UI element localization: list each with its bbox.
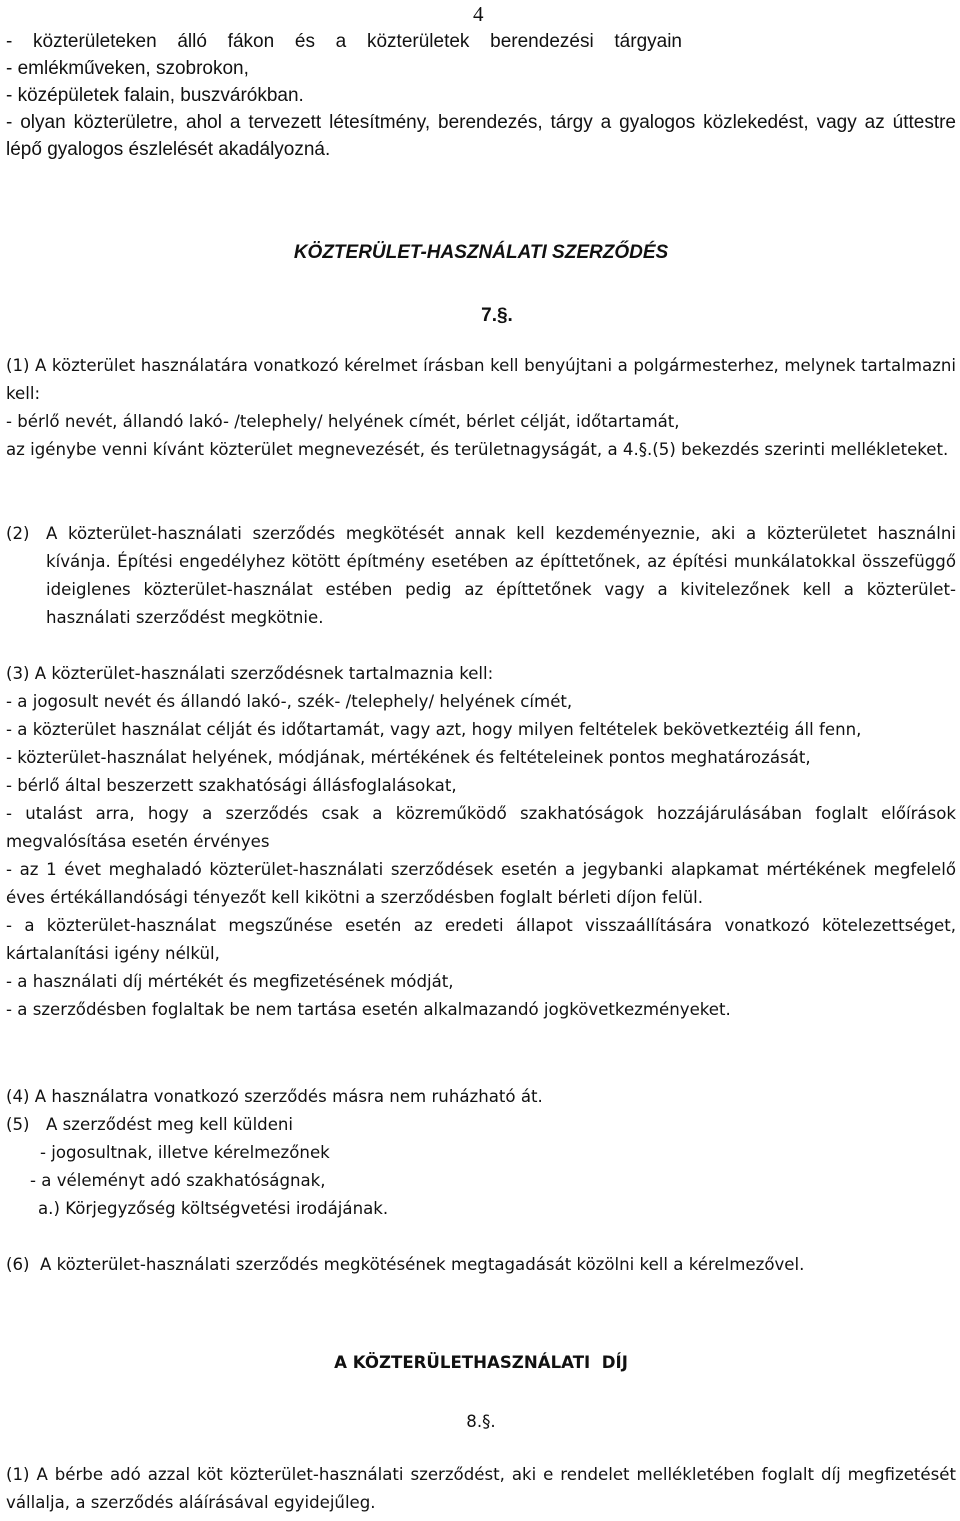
page-number: 4 bbox=[473, 2, 484, 26]
list-item: - jogosultnak, illetve kérelmezőnek bbox=[40, 1143, 330, 1162]
section-7-title: KÖZTERÜLET-HASZNÁLATI SZERZŐDÉS bbox=[293, 242, 669, 263]
list-item: - bérlő nevét, állandó lakó- /telephely/ helyének címét, bérlet célját, időtartamát, bbox=[6, 412, 680, 431]
paragraph-label: (5) bbox=[6, 1115, 30, 1134]
list-item: - bérlő által beszerzett szakhatósági állásfoglalásokat, bbox=[6, 776, 457, 795]
intro-list bbox=[6, 28, 956, 163]
paragraph-label: (2) bbox=[6, 524, 30, 543]
paragraph-text: (1) A közterület használatára vonatkozó kérelmet írásban kell benyújtani a polgármesterhez, melynek tartalmazni kell: bbox=[6, 356, 956, 403]
section-7-paragraph-1 bbox=[6, 352, 956, 464]
paragraph-text: A közterület-használati szerződés megkötését annak kell kezdeményeznie, aki a közterületet használni kívánja. Építési engedélyhez kötött építmény esetében az építtetőnek, az építési munkálatokkal összefüggő ideiglenes közterület-használat estében pedig az építtetőnek vagy a kivitelezőnek kell a közterület-használati szerződést megkötnie. bbox=[46, 524, 956, 627]
section-8-paragraph-1: (1) A bérbe adó azzal köt közterület-használati szerződést, aki e rendelet mellékletében foglalt díj megfizetését vállalja, a szerződés aláírásával egyidejűleg. bbox=[6, 1465, 956, 1512]
list-item: - az 1 évet meghaladó közterület-használati szerződések esetén a jegybanki alapkamat mértékének megfelelő éves értékállandósági tényezőt kell kikötni a szerződésben foglalt bérleti díjon felül. bbox=[6, 860, 956, 907]
section-7-paragraph-2 bbox=[6, 520, 956, 632]
paragraph-label: (6) bbox=[6, 1255, 30, 1274]
intro-list-item: - olyan közterületre, ahol a tervezett létesítmény, berendezés, tárgy a gyalogos közlekedést, vagy az úttestre lépő gyalogos észlelését akadályozná. bbox=[6, 112, 956, 160]
list-item: - a használati díj mértékét és megfizetésének módját, bbox=[6, 972, 454, 991]
list-item: az igénybe venni kívánt közterület megnevezését, és területnagyságát, a 4.§.(5) bekezdés szerinti mellékleteket. bbox=[6, 440, 949, 459]
intro-list-item: - közterületeken álló fákon és a közterületek berendezési tárgyain bbox=[6, 31, 682, 52]
intro-list-item: - emlékműveken, szobrokon, bbox=[6, 58, 249, 79]
intro-list-item: - középületek falain, buszvárókban. bbox=[6, 85, 304, 106]
list-item: - a közterület-használat megszűnése esetén az eredeti állapot visszaállítására vonatkozó kötelezettséget, kártalanítási igény nélkül, bbox=[6, 916, 956, 963]
list-item: - a véleményt adó szakhatóságnak, bbox=[30, 1171, 326, 1190]
paragraph-text: A közterület-használati szerződés megkötésének megtagadását közölni kell a kérelmezővel. bbox=[40, 1255, 805, 1274]
list-item: - a közterület használat célját és időtartamát, vagy azt, hogy milyen feltételek bekövetkeztéig áll fenn, bbox=[6, 720, 862, 739]
list-item: - a jogosult nevét és állandó lakó-, szék- /telephely/ helyének címét, bbox=[6, 692, 573, 711]
list-item: - közterület-használat helyének, módjának, mértékének és feltételeinek pontos meghatározását, bbox=[6, 748, 811, 767]
list-item: - utalást arra, hogy a szerződés csak a közreműködő szakhatóságok hozzájárulásában foglalt előírások megvalósítása esetén érvényes bbox=[6, 804, 956, 851]
paragraph-text: (3) A közterület-használati szerződésnek tartalmaznia kell: bbox=[6, 664, 494, 683]
list-item: - a szerződésben foglaltak be nem tartása esetén alkalmazandó jogkövetkezményeket. bbox=[6, 1000, 731, 1019]
section-7-paragraph-3 bbox=[6, 660, 956, 1024]
section-7-paragraph-5 bbox=[6, 1111, 956, 1223]
section-7-paragraph-4: (4) A használatra vonatkozó szerződés másra nem ruházható át. bbox=[6, 1087, 543, 1106]
section-7-number: 7.§. bbox=[481, 305, 513, 326]
paragraph-text: A szerződést meg kell küldeni bbox=[46, 1115, 294, 1134]
section-8-number: 8.§. bbox=[466, 1412, 496, 1431]
section-7-paragraph-6 bbox=[6, 1251, 956, 1279]
list-item: a.) Körjegyzőség költségvetési irodájának. bbox=[38, 1199, 389, 1218]
section-8-title: A KÖZTERÜLETHASZNÁLATI DÍJ bbox=[334, 1353, 628, 1372]
